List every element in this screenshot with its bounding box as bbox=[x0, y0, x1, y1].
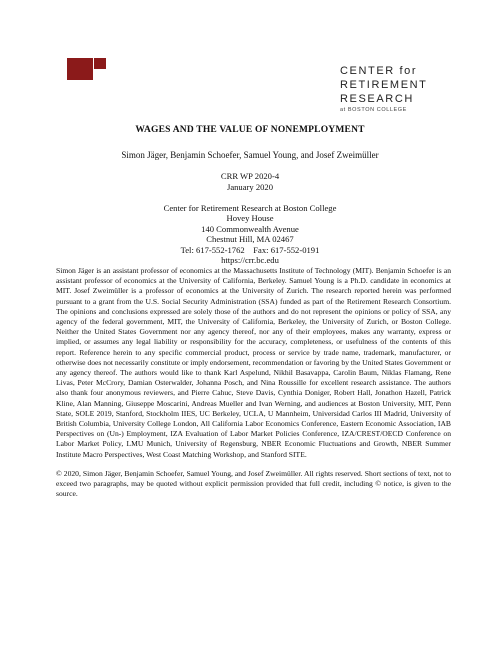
document-body bbox=[56, 266, 451, 508]
wp-date: January 2020 bbox=[226, 182, 274, 192]
address-url[interactable]: https://crr.bc.edu bbox=[221, 255, 279, 266]
logo-line-boston-college: at BOSTON COLLEGE bbox=[340, 107, 407, 113]
address-street: 140 Commonwealth Avenue bbox=[201, 223, 299, 234]
logo-for: for bbox=[399, 65, 418, 77]
logo-square-large bbox=[67, 58, 93, 80]
logo-square-small bbox=[94, 58, 106, 69]
contact-address bbox=[0, 203, 500, 265]
paper-authors: Simon Jäger, Benjamin Schoefer, Samuel Young, and Josef Zweimüller bbox=[121, 150, 379, 160]
crr-logo bbox=[340, 64, 460, 113]
working-paper-info bbox=[0, 171, 500, 193]
address-phone: Tel: 617-552-1762 Fax: 617-552-0191 bbox=[180, 244, 320, 255]
wp-number: CRR WP 2020-4 bbox=[220, 171, 280, 181]
address-org: Center for Retirement Research at Boston College bbox=[163, 203, 337, 213]
paper-title: WAGES AND THE VALUE OF NONEMPLOYMENT bbox=[135, 125, 365, 135]
logo-line-center: CENTER for bbox=[340, 65, 418, 77]
logo-squares bbox=[67, 58, 107, 80]
logo-line-research: RESEARCH bbox=[340, 93, 414, 105]
address-building: Hovey House bbox=[226, 213, 274, 224]
copyright-paragraph: © 2020, Simon Jäger, Benjamin Schoefer, Samuel Young, and Josef Zweimüller. All rights reserved. Short sections of text, not to exceed two paragraphs, may be quoted without explicit permission provided that full credit, including © notice, is given to the source. bbox=[56, 468, 451, 499]
address-city: Chestnut Hill, MA 02467 bbox=[206, 234, 294, 245]
author-disclosure-paragraph: Simon Jäger is an assistant professor of economics at the Massachusetts Institute of Technology (MIT). Benjamin Schoefer is an assistant professor of economics at the University of California, Berkeley. Samuel Young is a Ph.D. candidate in economics at MIT. Josef Zweimüller is a professor of economics at the University of Zurich. The research reported herein was performed pursuant to a grant from the U.S. Social Security Administration (SSA) funded as part of the Retirement Research Consortium. The opinions and conclusions expressed are solely those of the authors and do not represent the opinions or policy of SSA, any agency of the federal government, MIT, the University of California, Berkeley, the University of Zurich, or Boston College. Neither the United States Government nor any agency thereof, nor any of their employees, makes any warranty, express or implied, or assumes any legal liability or responsibility for the accuracy, completeness, or usefulness of the contents of this report. Reference herein to any specific commercial product, process or service by trade name, trademark, manufacturer, or otherwise does not necessarily constitute or imply endorsement, recommendation or favoring by the United States Government or any agency thereof. The authors would like to thank Karl Aspelund, Nikhil Basavappa, Carolin Baum, Niklas Flamang, Rene Livas, Peter McCrory, Damian Osterwalder, Johanna Posch, and Nina Roussille for excellent research assistance. The authors also thank four anonymous reviewers, and Pierre Cahuc, Steve Davis, Cynthia Doniger, Robert Hall, Jonathon Hazell, Patrick Kline, Alan Manning, Giuseppe Moscarini, Andreas Mueller and Ivan Werning, and audiences at Boston University, MIT, Penn State, SOLE 2019, Stanford, Stockholm IIES, UC Berkeley, UCLA, U Mannheim, Universidad Carlos III Madrid, University of British Columbia, University College London, All California Labor Economics Conference, Eastern Economic Association, IAB Perspectives on (Un-) Employment, IZA Evaluation of Labor Market Policies Conference, IZA/CREST/OECD Conference on Labor Market Policy, LMU Munich, University of Regensburg, NBER Economic Fluctuations and Growth, NBER Summer Institute Macro Perspectives, West Coast Matching Workshop, and Stanford SITE. bbox=[56, 266, 451, 459]
logo-line-retirement: RETIREMENT bbox=[340, 79, 428, 91]
